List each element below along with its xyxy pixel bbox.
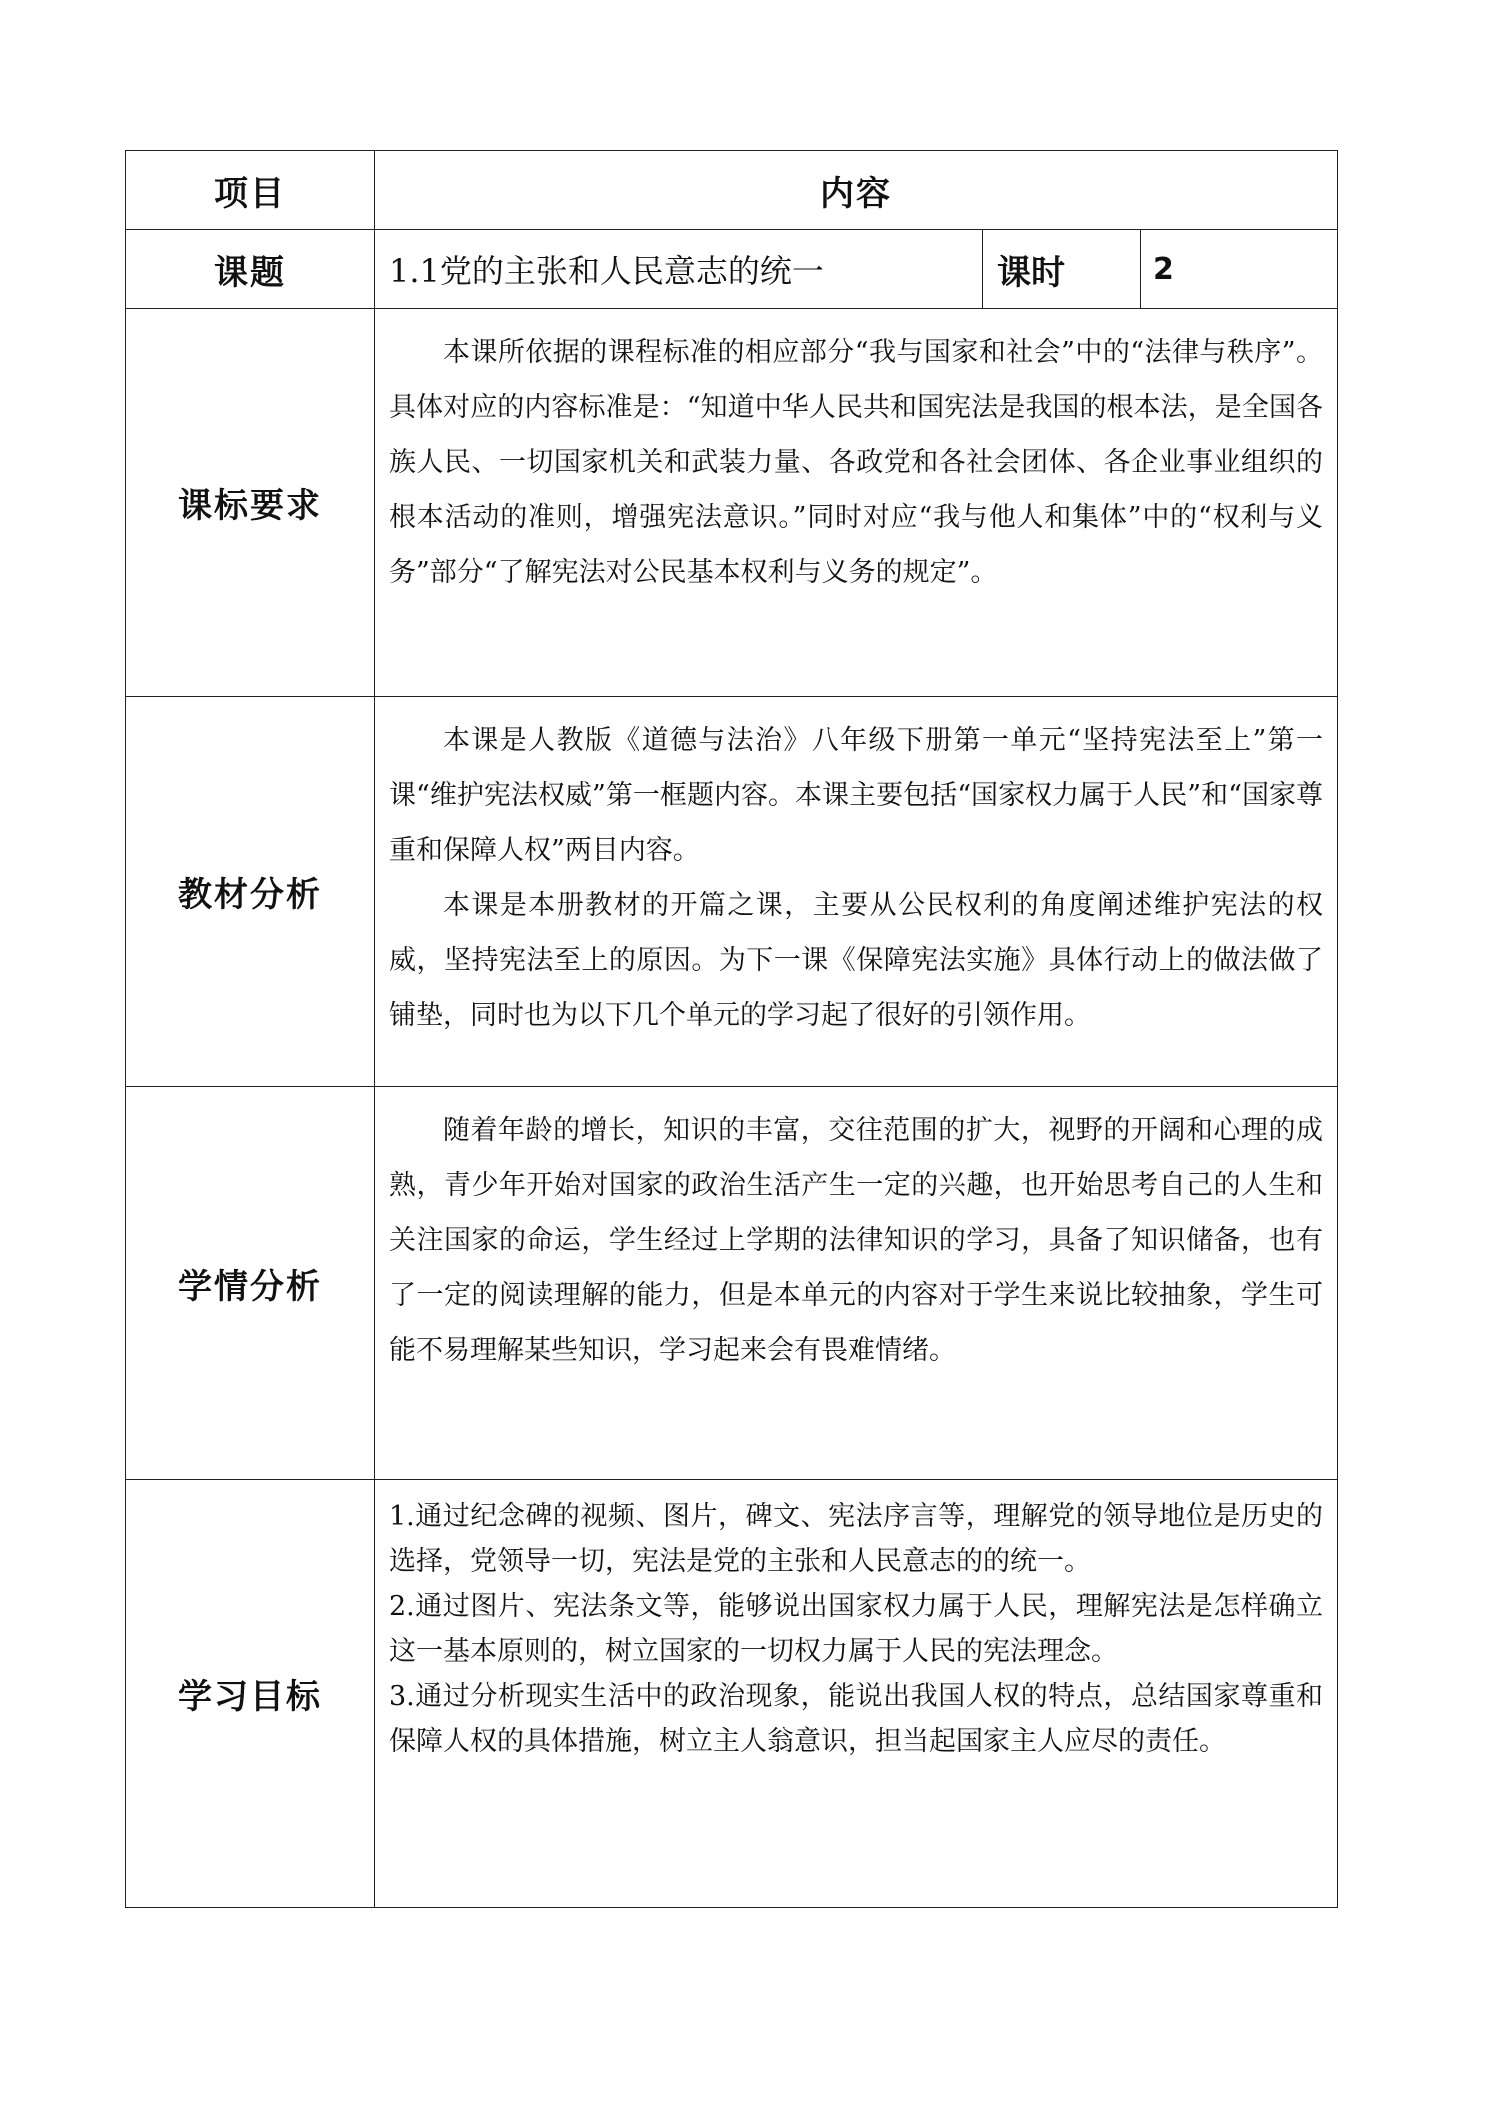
standard-label: 课标要求	[126, 309, 375, 697]
students-row	[126, 1087, 1338, 1480]
header-row	[126, 151, 1338, 230]
topic-row	[126, 230, 1338, 309]
students-label: 学情分析	[126, 1087, 375, 1480]
students-paragraph: 随着年龄的增长，知识的丰富，交往范围的扩大，视野的开阔和心理的成熟，青少年开始对国家的政治生活产生一定的兴趣，也开始思考自己的人生和关注国家的命运，学生经过上学期的法律知识的学习，具备了知识储备，也有了一定的阅读理解的能力，但是本单元的内容对于学生来说比较抽象，学生可能不易理解某些知识，学习起来会有畏难情绪。	[389, 1115, 1324, 1366]
period-value: 2	[1141, 230, 1338, 309]
header-item-cell: 项目	[126, 151, 375, 230]
standard-row	[126, 309, 1338, 697]
students-content	[375, 1087, 1338, 1480]
goals-row	[126, 1480, 1338, 1908]
material-paragraph-2: 本课是本册教材的开篇之课，主要从公民权利的角度阐述维护宪法的权威，坚持宪法至上的原因。为下一课《保障宪法实施》具体行动上的做法做了铺垫，同时也为以下几个单元的学习起了很好的引领作用。	[389, 890, 1324, 1031]
topic-value: 1.1党的主张和人民意志的统一	[375, 230, 983, 309]
standard-paragraph: 本课所依据的课程标准的相应部分“我与国家和社会”中的“法律与秩序”。具体对应的内容标准是：“知道中华人民共和国宪法是我国的根本法，是全国各族人民、一切国家机关和武装力量、各政党和各社会团体、各企业事业组织的根本活动的准则，增强宪法意识。”同时对应“我与他人和集体”中的“权利与义务”部分“了解宪法对公民基本权利与义务的规定”。	[389, 337, 1324, 588]
material-row	[126, 697, 1338, 1087]
goal-item-1: 1.通过纪念碑的视频、图片，碑文、宪法序言等，理解党的领导地位是历史的选择，党领导一切，宪法是党的主张和人民意志的的统一。	[389, 1501, 1324, 1577]
goal-item-2: 2.通过图片、宪法条文等，能够说出国家权力属于人民，理解宪法是怎样确立这一基本原则的，树立国家的一切权力属于人民的宪法理念。	[389, 1591, 1324, 1667]
header-content-cell: 内容	[375, 151, 1338, 230]
goals-label: 学习目标	[126, 1480, 375, 1908]
lesson-plan-table	[125, 150, 1338, 1908]
material-paragraph-1: 本课是人教版《道德与法治》八年级下册第一单元“坚持宪法至上”第一课“维护宪法权威”第一框题内容。本课主要包括“国家权力属于人民”和“国家尊重和保障人权”两目内容。	[389, 725, 1324, 866]
material-content	[375, 697, 1338, 1087]
goals-content	[375, 1480, 1338, 1908]
topic-label: 课题	[126, 230, 375, 309]
period-label: 课时	[983, 230, 1141, 309]
material-label: 教材分析	[126, 697, 375, 1087]
standard-content	[375, 309, 1338, 697]
goal-item-3: 3.通过分析现实生活中的政治现象，能说出我国人权的特点，总结国家尊重和保障人权的具体措施，树立主人翁意识，担当起国家主人应尽的责任。	[389, 1681, 1324, 1757]
